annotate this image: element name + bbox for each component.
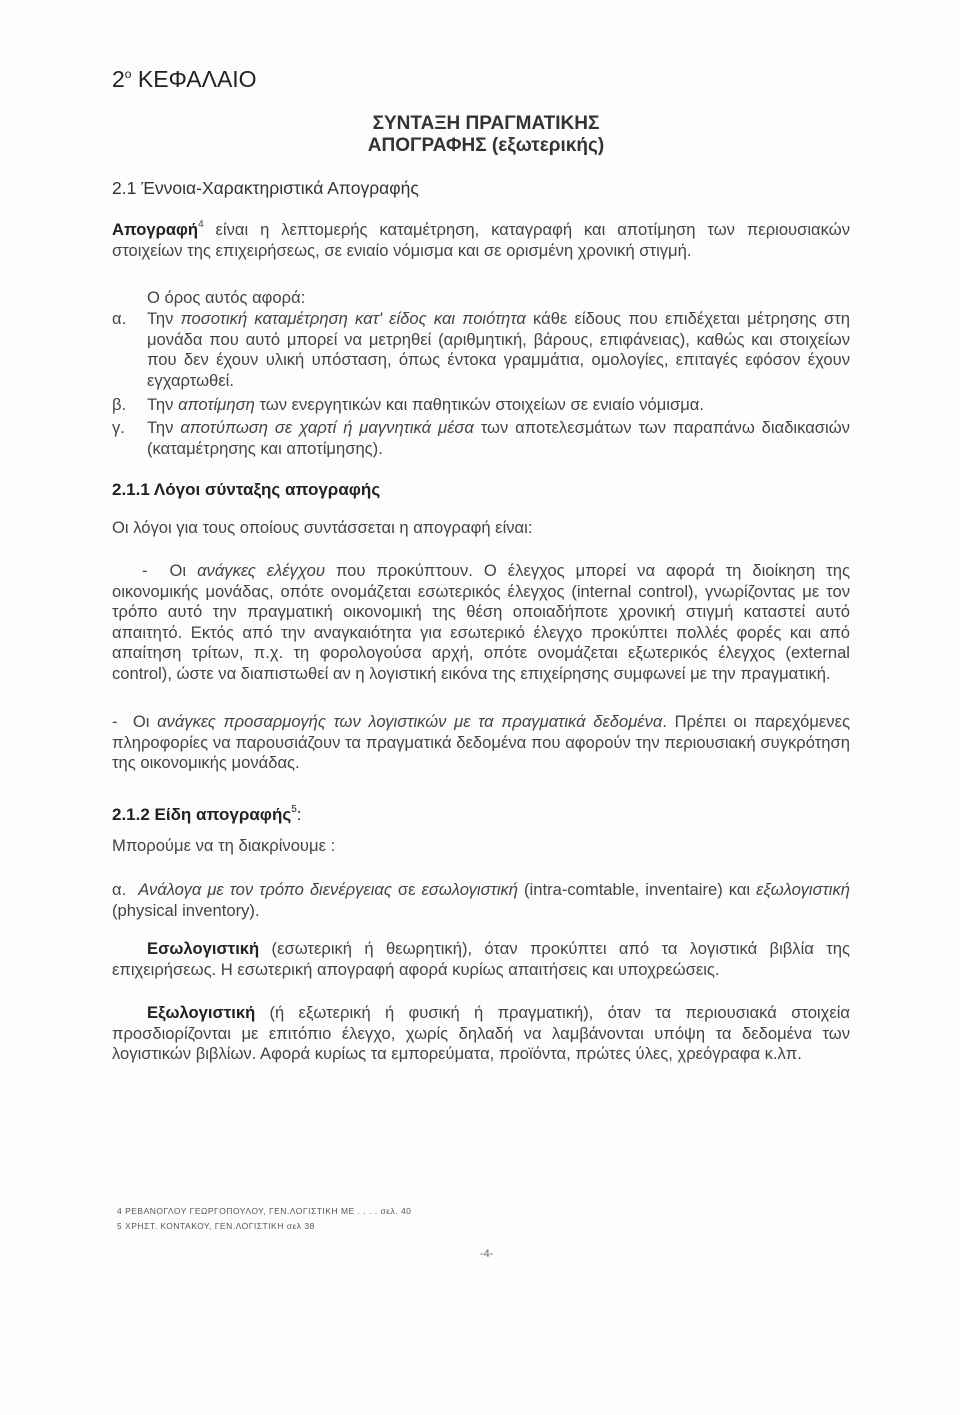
reason-2-text: . Πρέπει οι παρεχόμενες πληροφορίες να παρουσιάζουν τα πραγματικά δεδομένα που αφορούν την περιουσιακή συγκρότηση της οικονομικής μονάδας. (112, 712, 850, 773)
item-c-paragraph (147, 418, 850, 459)
exo-text: (ή εξωτερική ή φυσική ή πραγματική), όταν τα περιουσιακά στοιχεία προσδιορίζονται με επιτόπιο έλεγχο, χωρίς δηλαδή να λαμβάνονται υπόψη τα δεδομένα των λογιστικών βιβλίων. Αφορά κυρίως τα εμπορεύματα, προϊόντα, πρώτες ύλες, χρεόγραφα κ.λπ. (112, 1003, 850, 1064)
chapter-label: ΚΕΦΑΛΑΙΟ (137, 66, 257, 92)
title-line-2: ΑΠΟΓΡΑΦΗΣ (εξωτερικής) (367, 135, 605, 156)
exo-term: Εξωλογιστική (147, 1003, 256, 1022)
chapter-ordinal: ο (124, 67, 132, 81)
reasons-intro: Οι λόγοι για τους οποίους συντάσσεται η απογραφή είναι: (112, 518, 533, 537)
reason-2-lead: Οι (132, 712, 158, 731)
item-a-emph: ποσοτική καταμέτρηση κατ' είδος και ποιότητα (180, 309, 526, 328)
section-2-1-heading: 2.1 Έννοια-Χαρακτηριστικά Απογραφής (112, 178, 419, 198)
footnotes (117, 1204, 411, 1234)
item-b-marker: β. (112, 395, 127, 414)
item-a-paragraph (147, 309, 850, 391)
intro-term: Απογραφή (112, 220, 199, 239)
exo-paragraph (112, 1003, 850, 1065)
type-a-marker: α. (112, 880, 127, 899)
type-a-emph-1: Ανάλογα με τον τρόπο διενέργειας (138, 880, 392, 899)
type-a-mid-2: (intra-comtable, inventaire) και (518, 880, 757, 899)
section-2-1-2-label: 2.1.2 Είδη απογραφής (112, 805, 292, 824)
reason-1-lead: Οι (169, 561, 198, 580)
concerns-line: Ο όρος αυτός αφορά: (147, 288, 306, 307)
item-c-marker: γ. (112, 418, 125, 437)
type-a-mid-1: σε (391, 880, 422, 899)
reason-1-text: που προκύπτουν. Ο έλεγχος μπορεί να αφορά τη διοίκηση της οικονομικής μονάδας, οπότε ονομάζεται εσωτερικός έλεγχος (internal control), γνωρίζοντας με τον τρόπο αυτό την πραγματική οικονομική της θέση οποιαδήποτε χρονική στιγμή καταστεί αυτό απαιτητό. Εκτός από την αναγκαιότητα για εσωτερικό έλεγχο προκύπτει πολλές φορές και από απαίτηση τρίτων, π.χ. τη φορολογούσα αρχή, οπότε ονομάζεται εξωτερικός έλεγχος (external control), ώστε να διαπιστωθεί αν η λογιστική εικόνα της επιχείρησης συμφωνεί με την πραγματική. (112, 561, 850, 683)
section-2-1-2-suffix: : (296, 805, 302, 824)
item-c-text: των αποτελεσμάτων των παραπάνω διαδικασιών (καταμέτρησης και αποτίμησης). (147, 418, 850, 458)
item-a-lead: Την (147, 309, 181, 328)
type-a-end: (physical inventory). (112, 900, 260, 920)
title-line-1: ΣΥΝΤΑΞΗ ΠΡΑΓΜΑΤΙΚΗΣ (372, 113, 600, 134)
page-title (356, 113, 616, 157)
reason-1-paragraph (112, 561, 850, 685)
chapter-number: 2 (112, 66, 125, 92)
intro-text: είναι η λεπτομερής καταμέτρηση, καταγραφή και αποτίμηση των περιουσιακών στοιχείων της επιχειρήσεως, σε ενιαίο νόμισμα και σε ορισμένη χρονική στιγμή. (112, 220, 850, 260)
intro-ref: 4 (198, 219, 204, 230)
eso-text: (εσωτερική ή θεωρητική), όταν προκύπτει από τα λογιστικά βιβλία της επιχειρήσεως. Η εσωτερική απογραφή αφορά κυρίως απαιτήσεις και υποχρεώσεις. (112, 939, 850, 979)
reason-1-dash: - (142, 561, 148, 580)
item-c-lead: Την (147, 418, 181, 437)
footnote-4: 4 ΡΕΒΑΝΟΓΛΟΥ ΓΕΩΡΓΟΠΟΥΛΟΥ, ΓΕΝ.ΛΟΓΙΣΤΙΚΗ ΜΕ . . . . σελ. 40 (117, 1206, 412, 1216)
item-a-text: κάθε είδους που επιδέχεται μέτρησης στη μονάδα που αυτό μπορεί να μετρηθεί (αριθμητική, βάρους, επιφάνειας), καθώς και στοιχείων που δεν έχουν υλική υπόσταση, όπως έντοκα γραμμάτια, ομολογίες, επιταγές εφόσον έχουν εγχαρτωθεί. (147, 309, 850, 390)
type-a-paragraph (112, 880, 850, 921)
item-b-emph: αποτίμηση (178, 395, 255, 414)
section-2-1-1-heading: 2.1.1 Λόγοι σύνταξης απογραφής (112, 480, 381, 499)
item-a-marker: α. (112, 309, 127, 328)
type-a-emph-2: εσωλογιστική (421, 880, 519, 899)
reason-2-dash: - (112, 712, 118, 731)
page-number: -4- (480, 1248, 494, 1260)
section-2-1-2-ref: 5 (291, 804, 297, 815)
item-b-lead: Την (147, 395, 179, 414)
reason-2-paragraph (112, 712, 850, 774)
footnote-5: 5 ΧΡΗΣΤ. ΚΟΝΤΑΚΟΥ, ΓΕΝ.ΛΟΓΙΣΤΙΚΗ σελ 38 (117, 1221, 315, 1231)
section-2-1-2-heading (112, 804, 302, 825)
eso-term: Εσωλογιστική (147, 939, 260, 958)
reason-2-emph: ανάγκες προσαρμογής των λογιστικών με τα πραγματικά δεδομένα (157, 712, 663, 731)
item-b-text: των ενεργητικών και παθητικών στοιχείων σε ενιαίο νόμισμα. (254, 395, 704, 414)
intro-paragraph (112, 215, 850, 261)
types-intro: Μπορούμε να τη διακρίνουμε : (112, 836, 336, 855)
chapter-heading (112, 66, 257, 93)
item-b-paragraph (147, 395, 850, 416)
eso-paragraph (112, 939, 850, 980)
type-a-emph-3: εξωλογιστική (756, 880, 850, 899)
reason-1-emph: ανάγκες ελέγχου (197, 561, 325, 580)
item-c-emph: αποτύπωση σε χαρτί ή μαγνητικά μέσα (180, 418, 474, 437)
